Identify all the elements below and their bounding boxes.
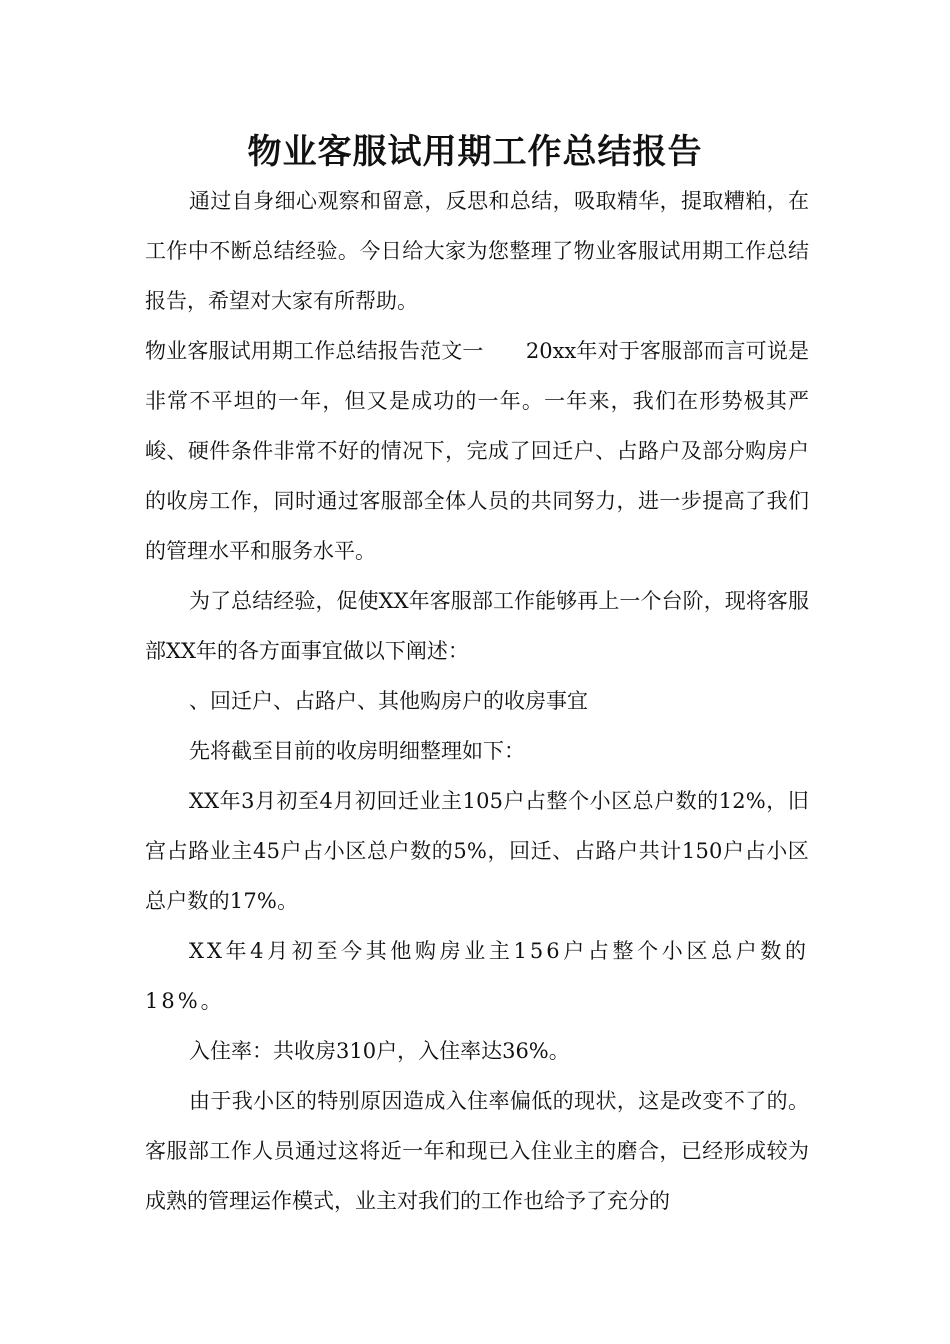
summary-paragraph: 为了总结经验，促使XX年客服部工作能够再上一个台阶，现将客服部XX年的各方面事宜做以下阐述： — [145, 589, 809, 663]
section-heading: 、回迁户、占路户、其他购房户的收房事宜 — [189, 689, 588, 713]
details-intro: 先将截至目前的收房明细整理如下： — [189, 739, 525, 763]
document-title: 物业客服试用期工作总结报告 — [247, 132, 703, 172]
sample-paragraph-1: 物业客服试用期工作总结报告范文一 20xx年对于客服部而言可说是非常不平坦的一年，但又是成功的一年。一年来，我们在形势极其严峻、硬件条件非常不好的情况下，完成了回迁户、占路户及部分购房户的收房工作，同时通过客服部全体人员的共同努力，进一步提高了我们的管理水平和服务水平。 — [145, 339, 809, 563]
occupancy-rate: 入住率：共收房310户，入住率达36%。 — [189, 1039, 570, 1063]
closing-paragraph: 由于我小区的特别原因造成入住率偏低的现状，这是改变不了的。客服部工作人员通过这将近一年和现已入住业主的磨合，已经形成较为成熟的管理运作模式，业主对我们的工作也给予了充分的 — [145, 1089, 809, 1213]
document-body — [145, 176, 809, 1226]
statistics-paragraph-1: XX年3月初至4月初回迁业主105户占整个小区总户数的12%，旧宫占路业主45户占小区总户数的5%，回迁、占路户共计150户占小区总户数的17%。 — [145, 789, 809, 913]
intro-paragraph: 通过自身细心观察和留意，反思和总结，吸取精华，提取糟粕，在工作中不断总结经验。今日给大家为您整理了物业客服试用期工作总结报告，希望对大家有所帮助。 — [145, 189, 809, 313]
statistics-paragraph-2: XX年4月初至今其他购房业主156户占整个小区总户数的18%。 — [145, 939, 809, 1013]
